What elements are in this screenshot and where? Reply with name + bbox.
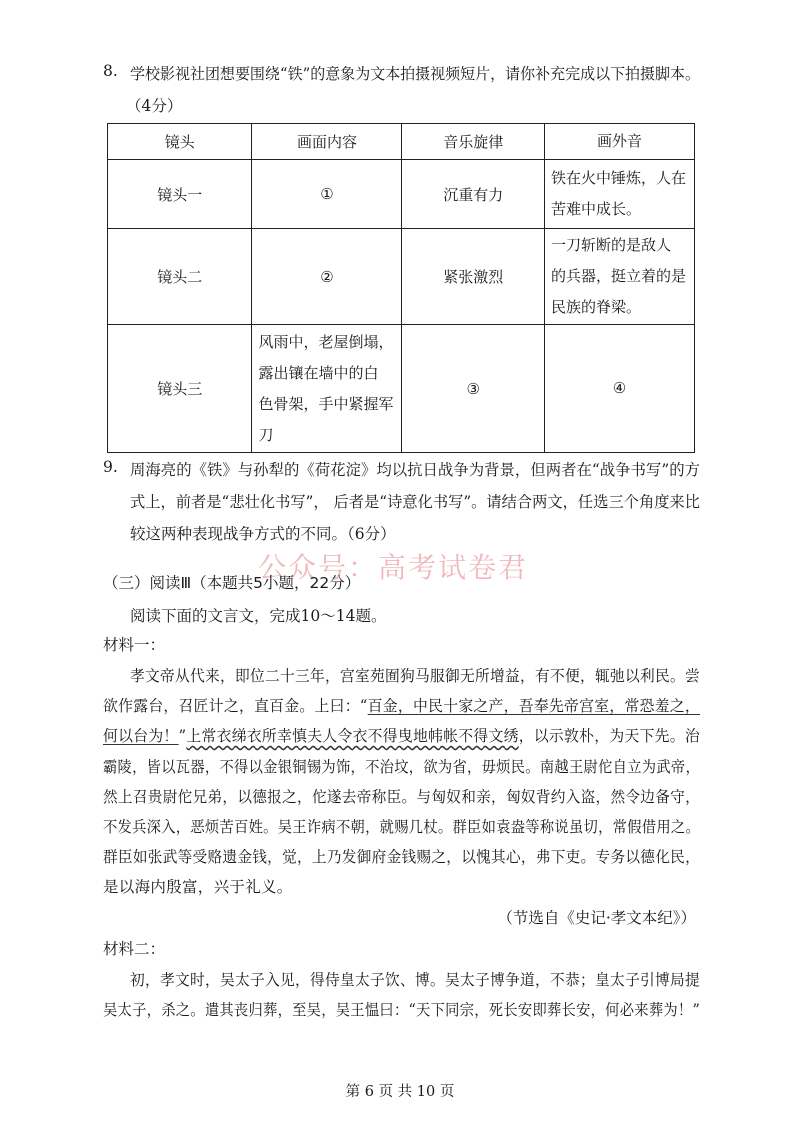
watermark: 公众号：高考试卷君 [258, 551, 529, 584]
scene-line: 风雨中，老屋倒塌， [258, 332, 394, 351]
material-1-label: 材料一： [103, 636, 166, 654]
music-cell: 紧张激烈 [402, 229, 545, 325]
section-title: （三）阅读Ⅲ（本题共5小题，22分） [103, 574, 361, 592]
music-cell: 沉重有力 [402, 160, 545, 229]
question-9-line: 周海亮的《铁》与孙犁的《荷花淀》均以抗日战争为背景，但两者在“战争书写”的方 [130, 461, 701, 479]
section-instruction: 阅读下面的文言文，完成10～14题。 [130, 607, 387, 625]
shot-cell: 镜头二 [108, 229, 252, 325]
passage-line: 孝文帝从代来，即位二十三年，宫室苑囿狗马服御无所增益，有不便，辄弛以利民。尝 [130, 667, 701, 685]
scene-line: 露出镶在墙中的白 [258, 363, 379, 382]
underlined-sentence: 百金，中民十家之产，吾奉先帝宫室，常恐羞之， [367, 697, 701, 715]
header-music: 音乐旋律 [402, 124, 545, 160]
passage-line: 群臣如张武等受赂遗金钱，觉，上乃发御府金钱赐之，以愧其心，弗下吏。专务以德化民， [103, 848, 701, 866]
question-9-line: 式上，前者是“悲壮化书写”， 后者是“诗意化书写”。请结合两文，任选三个角度来比 [130, 493, 700, 511]
scene-line: 色骨架，手中紧握军 [258, 394, 394, 413]
underlined-sentence: 何以台为！ [103, 727, 179, 745]
question-8-text: 学校影视社团想要围绕“铁”的意象为文本拍摄视频短片，请你补充完成以下拍摄脚本。 [130, 65, 701, 83]
voiceover-line: 的兵器，挺立着的是 [550, 267, 686, 285]
scene-cell [252, 325, 402, 453]
passage-line: 欲作露台，召匠计之，直百金。上曰：“百金，中民十家之产，吾奉先帝宫室，常恐羞之， [103, 697, 701, 715]
voiceover-line: 一刀斩断的是敌人 [550, 236, 671, 254]
material-1-source: （节选自《史记·孝文本纪》） [497, 909, 696, 927]
table-row [108, 160, 695, 229]
shot-cell: 镜头一 [108, 160, 252, 229]
header-voiceover: 画外音 [544, 124, 694, 160]
header-shot: 镜头 [108, 124, 252, 160]
voiceover-cell [544, 229, 694, 325]
question-9-line: 较这两种表现战争方式的不同。（6分） [130, 525, 396, 543]
shooting-script-table [107, 123, 695, 453]
passage-line: 然上召贵尉佗兄弟，以德报之，佗遂去帝称臣。与匈奴和亲，匈奴背约入盗，然令边备守， [103, 788, 701, 806]
header-scene: 画面内容 [252, 124, 402, 160]
passage-line: 初，孝文时，吴太子入见，得侍皇太子饮、博。吴太子博争道，不恭；皇太子引博局提 [130, 971, 701, 989]
table-row [108, 229, 695, 325]
passage-line: 吴太子，杀之。遣其丧归葬，至吴，吴王愠曰：“天下同宗，死长安即葬长安，何必来葬为！” [103, 1001, 701, 1019]
question-8-number: 8. [103, 62, 118, 80]
voiceover-line: 民族的脊梁。 [550, 298, 641, 316]
scene-blank-2: ② [252, 229, 402, 325]
music-blank-3: ③ [402, 325, 545, 453]
question-8-points: （4分） [126, 97, 183, 115]
voiceover-line: 铁在火中锤炼，人在 [550, 169, 686, 187]
passage-line: 是以海内殷富，兴于礼义。 [103, 878, 293, 896]
table-header-row [108, 124, 695, 160]
passage-line: 不发兵深入，恶烦苦百姓。吴王诈病不朝，就赐几杖。群臣如袁盎等称说虽切，常假借用之。 [103, 818, 701, 836]
passage-line: 霸陵，皆以瓦器，不得以金银铜锡为饰，不治坟，欲为省，毋烦民。南越王尉佗自立为武帝， [103, 758, 701, 776]
passage-line: 何以台为！”上常衣绨衣所幸慎夫人令衣不得曳地帏帐不得文绣，以示敦朴，为天下先。治 [103, 727, 700, 745]
wavy-underlined-sentence: 上常衣绨衣所幸慎夫人令衣不得曳地帏帐不得文绣 [186, 727, 519, 745]
table-row [108, 325, 695, 453]
question-9-number: 9. [103, 458, 118, 476]
scene-blank-1: ① [252, 160, 402, 229]
shot-cell: 镜头三 [108, 325, 252, 453]
voiceover-blank-4: ④ [544, 325, 694, 453]
voiceover-line: 苦难中成长。 [550, 200, 641, 218]
scene-line: 刀 [258, 425, 274, 444]
voiceover-cell [544, 160, 694, 229]
page-number: 第 6 页 共 10 页 [345, 1084, 455, 1100]
material-2-label: 材料二： [103, 940, 166, 958]
